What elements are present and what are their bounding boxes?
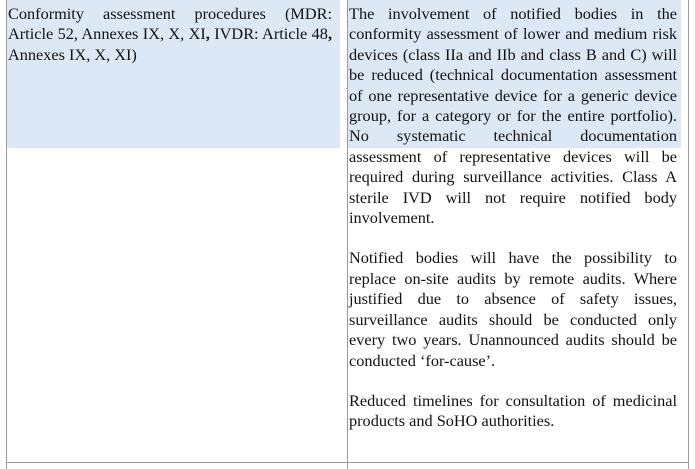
procedure-bold-comma-1: , [205, 24, 210, 44]
procedure-text-part-2: IVDR: Article 48 [209, 24, 328, 44]
procedure-text-part-1: Conformity assessment procedures (MDR: Article 52, Annexes IX, X, XI [8, 4, 332, 44]
description-cell [349, 4, 677, 432]
description-paragraph-audits: Notified bodies will have the possibility to replace on-site audits by remote audits. Where justified due to absence of safety issues, surveillance audits should be conducted only every two years. Unannounced audits should be conducted ‘for-cause’. [349, 248, 677, 370]
procedure-cell [8, 4, 332, 65]
description-paragraph-involvement: The involvement of notified bodies in the conformity assessment of lower and medium risk devices (class IIa and IIb and class B and C) will be reduced (technical documentation assessment of one representative device for a generic device group, for a category or for the entire portfolio). No systematic technical documentation assessment of representative devices will be required during surveillance activities. Class A sterile IVD will not require notified body involvement. [349, 4, 677, 228]
procedure-bold-comma-2: , [327, 24, 333, 44]
description-paragraph-timelines: Reduced timelines for consultation of medicinal products and SoHO authorities. [349, 390, 677, 431]
procedure-text-part-3: Annexes IX, X, XI) [8, 44, 137, 64]
row-bottom-border [7, 462, 688, 463]
